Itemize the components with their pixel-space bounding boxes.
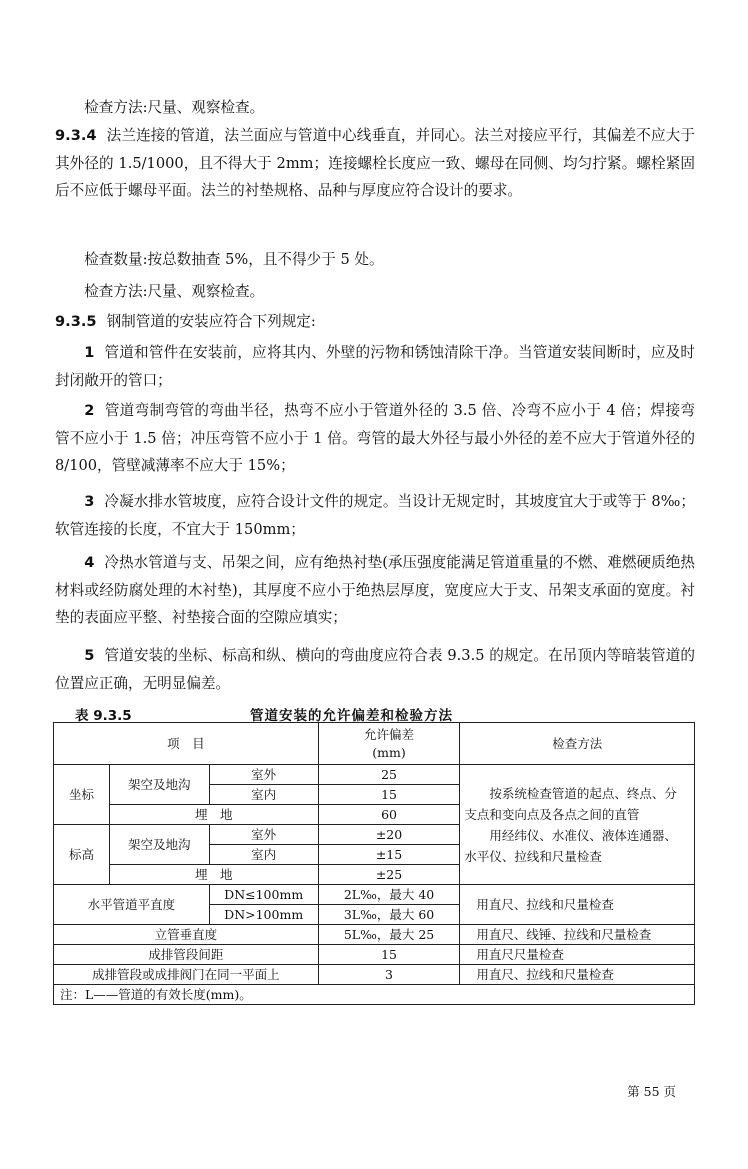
straightness-method: 用直尺、拉线和尺量检查	[460, 885, 695, 925]
spacing-value: 15	[318, 945, 460, 965]
straightness-dn-small: DN≤100mm	[209, 885, 318, 905]
coord-indoor-value: 15	[318, 785, 460, 805]
clause-number: 9.3.5	[55, 313, 97, 330]
coord-outdoor-value: 25	[318, 765, 460, 785]
spacing-label: 成排管段间距	[54, 945, 319, 965]
page-number: 第 55 页	[627, 1084, 676, 1099]
item-text: 管道和管件在安装前，应将其内、外壁的污物和锈蚀清除干净。当管道安装间断时，应及时封闭敞开的管口；	[55, 344, 695, 389]
item-number: 5	[84, 647, 95, 664]
elev-outdoor-value: ±20	[318, 825, 460, 845]
clause-text: 法兰连接的管道，法兰面应与管道中心线垂直，并同心。法兰对接应平行，其偏差不应大于其外径的 1.5/1000，且不得大于 2mm；连接螺栓长度应一致、螺母在同侧、均匀拧紧。螺栓紧固后不应低于螺母平面。法兰的衬垫规格、品种与厚度应符合设计的要求。	[55, 127, 695, 200]
elev-buried-value: ±25	[318, 865, 460, 885]
item-text: 管道安装的坐标、标高和纵、横向的弯曲度应符合表 9.3.5 的规定。在吊顶内等暗装管道的位置应正确，无明显偏差。	[55, 647, 695, 692]
table-row	[54, 885, 695, 905]
clause-number: 9.3.4	[55, 127, 97, 144]
straightness-dn-large: DN>100mm	[209, 905, 318, 925]
item-number: 4	[84, 554, 95, 571]
elev-indoor: 室内	[209, 845, 318, 865]
coord-buried: 埋 地	[109, 805, 318, 825]
coord-overhead: 架空及地沟	[109, 765, 209, 805]
clause-9-3-5	[55, 308, 695, 336]
vertical-method: 用直尺、线锤、拉线和尺量检查	[460, 925, 695, 945]
paragraph-inspection-quantity: 检查数量:按总数抽查 5%，且不得少于 5 处。	[84, 251, 384, 268]
straightness-dn-small-value: 2L‰，最大 40	[318, 885, 460, 905]
clause-9-3-4	[55, 122, 695, 205]
elev-buried: 埋 地	[109, 865, 318, 885]
method-coord-elev	[460, 765, 695, 885]
plane-method: 用直尺、拉线和尺量检查	[460, 965, 695, 985]
list-item-1	[55, 339, 695, 394]
table-row	[54, 965, 695, 985]
table-row	[54, 945, 695, 965]
table-note-row	[54, 985, 695, 1005]
header-method: 检查方法	[460, 723, 695, 765]
vertical-label: 立管垂直度	[54, 925, 319, 945]
table-number: 表 9.3.5	[75, 708, 132, 724]
elev-outdoor: 室外	[209, 825, 318, 845]
table-header-row	[54, 723, 695, 765]
list-item-4	[55, 549, 695, 632]
vertical-value: 5L‰，最大 25	[318, 925, 460, 945]
coord-outdoor: 室外	[209, 765, 318, 785]
elev-overhead: 架空及地沟	[109, 825, 209, 865]
clause-text: 钢制管道的安装应符合下列规定:	[106, 313, 316, 330]
item-number: 2	[84, 402, 95, 419]
elev-indoor-value: ±15	[318, 845, 460, 865]
item-text: 管道弯制弯管的弯曲半径，热弯不应小于管道外径的 3.5 倍、冷弯不应小于 4 倍；焊接弯管不应小于 1.5 倍；冲压弯管不应小于 1 倍。弯管的最大外径与最小外径的差不应大于管道外径的 8/100，管壁减薄率不应大于 15%；	[55, 402, 695, 475]
spacing-method: 用直尺尺量检查	[460, 945, 695, 965]
straightness-label: 水平管道平直度	[54, 885, 210, 925]
plane-value: 3	[318, 965, 460, 985]
item-text: 冷凝水排水管坡度，应符合设计文件的规定。当设计无规定时，其坡度宜大于或等于 8‰；软管连接的长度，不宜大于 150mm；	[55, 493, 695, 538]
table-caption	[75, 702, 695, 724]
list-item-5	[55, 642, 695, 697]
plane-label: 成排管段或成排阀门在同一平面上	[54, 965, 319, 985]
item-number: 1	[84, 344, 95, 361]
coord-label: 坐标	[54, 765, 110, 825]
paragraph-inspection-method-1: 检查方法:尺量、观察检查。	[84, 99, 265, 116]
elev-label: 标高	[54, 825, 110, 885]
table-row	[54, 765, 695, 785]
straightness-dn-large-value: 3L‰，最大 60	[318, 905, 460, 925]
coord-indoor: 室内	[209, 785, 318, 805]
table-title: 管道安装的允许偏差和检验方法	[250, 708, 453, 724]
tolerance-table	[53, 722, 695, 1005]
header-tolerance	[318, 723, 460, 765]
header-tolerance-line2: (mm)	[372, 744, 406, 760]
table-note: 注：L——管道的有效长度(mm)。	[54, 985, 695, 1005]
item-text: 冷热水管道与支、吊架之间，应有绝热衬垫(承压强度能满足管道重量的不燃、难燃硬质绝热材料或经防腐处理的木衬垫)，其厚度不应小于绝热层厚度，宽度应大于支、吊架支承面的宽度。衬垫的表面应平整、衬垫接合面的空隙应填实；	[55, 554, 695, 627]
paragraph-inspection-method-2: 检查方法:尺量、观察检查。	[84, 283, 265, 300]
header-item: 项 目	[54, 723, 319, 765]
item-number: 3	[84, 493, 95, 510]
list-item-2	[55, 397, 695, 480]
table-row	[54, 925, 695, 945]
header-tolerance-line1: 允许偏差	[364, 726, 415, 742]
method-line-1: 按系统检查管道的起点、终点、分支点和变向点及各点之间的直管	[464, 785, 677, 822]
list-item-3	[55, 488, 695, 543]
method-line-2: 用经纬仪、水准仪、液体连通器、水平仪、拉线和尺量检查	[464, 827, 677, 864]
coord-buried-value: 60	[318, 805, 460, 825]
